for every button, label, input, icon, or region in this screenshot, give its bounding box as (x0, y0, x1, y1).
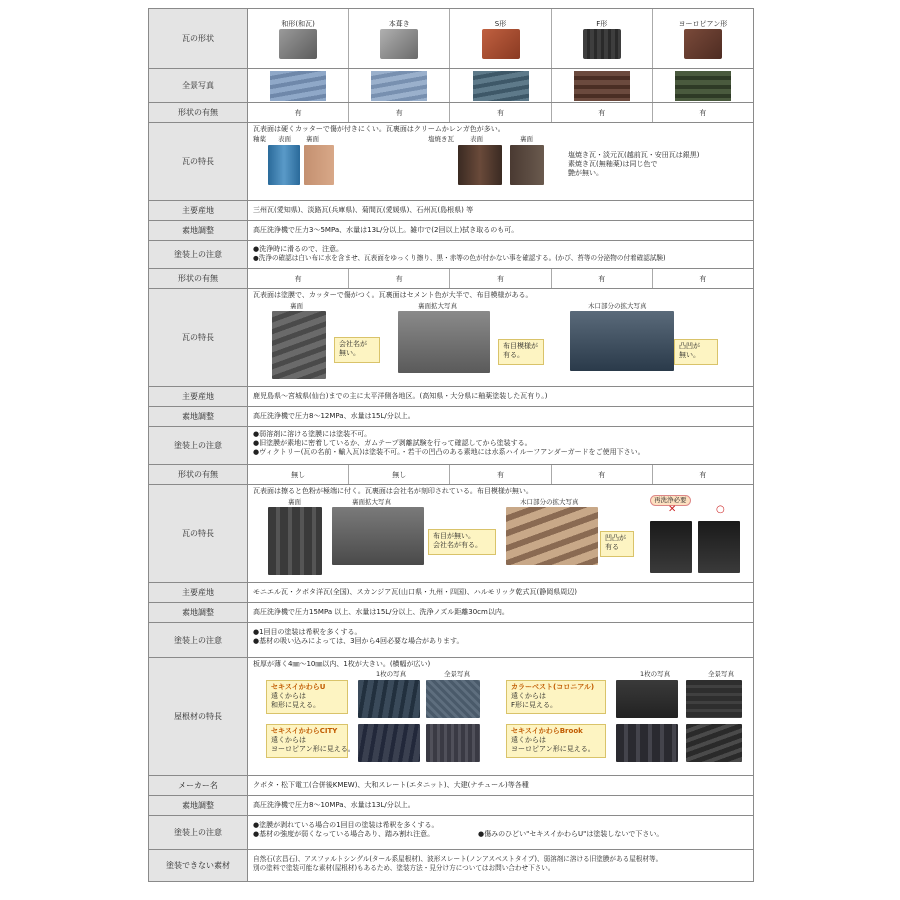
caution-label: 塗装上の注意 (149, 241, 248, 268)
type-label: S形 (494, 19, 507, 28)
photo-back (268, 507, 322, 575)
caption: 木口部分の拡大写真 (520, 498, 579, 506)
origin-label: 主要産地 (149, 201, 248, 220)
shape-presence-label: 形状の有無 (149, 465, 248, 484)
caption: 裏面 (306, 135, 319, 143)
shape-value: 有 (349, 103, 450, 122)
origin-text: モニエル瓦・クボタ洋瓦(全国)、スカンジア瓦(山口県・九州・四国)、ハルモリック乾式瓦(静岡県周辺) (253, 588, 577, 596)
caution-item: ●洗浄時に滑るので、注意。 (253, 245, 343, 253)
rewash-badge: 再洗浄必要 (650, 495, 691, 506)
prep-text: 高圧洗浄機で圧力3～5MPa、水量は13L/分以上。雑巾で(2回以上)拭き取るのも可。 (253, 226, 519, 234)
type-label: 和形(和瓦) (281, 19, 315, 28)
header-pano-row (149, 69, 753, 103)
callout-has-bumps: 凹凸が 有る (600, 531, 634, 557)
prep-label: 素地調整 (149, 796, 248, 815)
callout-no-company: 会社名が 無い。 (334, 337, 380, 363)
pano-wakei (248, 69, 349, 102)
callout-has-company: 布目が無い。 会社名が有る。 (428, 529, 496, 555)
card-text: 遠くからは 和形に見える。 (271, 692, 320, 709)
not-paintable-label: 塗装できない素材 (149, 850, 248, 881)
feature-content (248, 485, 753, 582)
shape-value: 有 (552, 103, 653, 122)
maker-text: クボタ・松下電工(合併後KMEW)、大和スレート(エタニット)、大建(ナチュール)等各種 (253, 781, 529, 789)
maker-label: メーカー名 (149, 776, 248, 795)
shape-value: 有 (349, 269, 450, 288)
caution-item: ●基材の吸い込みによっては、3回から4回必要な場合があります。 (253, 637, 464, 645)
caption: 全景写真 (444, 670, 470, 678)
feature-text: 瓦表面は硬くカッターで傷が付きにくい。瓦裏面はクリームかレンガ色が多い。 (253, 125, 505, 133)
photo-brook-pano (686, 724, 742, 762)
caption: 裏面 (288, 498, 301, 506)
card-text: 遠くからは ヨーロピアン形に見える。 (271, 736, 355, 753)
pano-s (450, 69, 551, 102)
shape-value: 無し (248, 465, 349, 484)
tile-shape-image (583, 29, 621, 59)
caution-item: ●傷みのひどい"セキスイかわらU"は塗装しないで下さい。 (478, 830, 664, 838)
feature-label: 屋根材の特長 (149, 658, 248, 775)
dry-feature-row (149, 485, 753, 583)
side-note: 素焼き瓦(無釉薬)は同じ色で (568, 160, 658, 168)
feature-label: 瓦の特長 (149, 289, 248, 386)
photo-edge-zoom (570, 311, 674, 371)
card-title: セキスイかわらBrook (511, 727, 583, 735)
origin-label: 主要産地 (149, 387, 248, 406)
circle-mark-icon: ○ (716, 504, 725, 515)
feature-content (248, 123, 753, 200)
card-colorbest (506, 680, 606, 714)
feature-content (248, 658, 753, 775)
photo-sekisui-u-single (358, 680, 420, 718)
pano-image (270, 71, 326, 101)
photo-back-zoom (398, 311, 490, 373)
dry-origin-row (149, 583, 753, 603)
origin-text: 三州瓦(愛知県)、淡路瓦(兵庫県)、菊間瓦(愛媛県)、石州瓦(島根県) 等 (253, 206, 474, 214)
caution-label: 塗装上の注意 (149, 816, 248, 849)
type-hombuki (349, 9, 450, 68)
side-note: 艶が無い。 (568, 169, 603, 177)
type-label: 本葺き (388, 19, 410, 28)
caption: 裏面 (520, 135, 533, 143)
pano-image (473, 71, 529, 101)
slate-caution-row (149, 816, 753, 850)
caption: 釉薬 (253, 135, 266, 143)
pano-image (371, 71, 427, 101)
caution-label: 塗装上の注意 (149, 623, 248, 657)
shape-value: 有 (699, 470, 707, 479)
caution-item: ●塗膜が剥れている場合の1回目の塗装は希釈を多くする。 (253, 821, 439, 829)
not-paintable-text: 別の塗料で塗装可能な素材(屋根材)もあるため、塗装方法・見分け方についてはお問い合わせ下さい。 (253, 864, 555, 872)
prep-text: 高圧洗浄機で圧力8～10MPa、水量は13L/分以上。 (253, 801, 415, 809)
dry-shape-row (149, 465, 753, 485)
feature-text: 瓦表面は塗膜で、カッターで傷がつく。瓦裏面はセメント色が大半で、布目模様がある。 (253, 291, 533, 299)
feature-text: 瓦表面は擦ると色粉が極端に付く。瓦裏面は会社名が刻印されている。布目模様が無い。 (253, 487, 533, 495)
photo-back (272, 311, 326, 379)
photo-colorbest-pano (686, 680, 742, 718)
shape-value: 有 (450, 465, 551, 484)
caution-item: ●弱溶剤に溶ける塗膜には塗装不可。 (253, 430, 372, 438)
caution-item: ●洗浄の確認は白い布に水を含ませ、瓦表面をゆっくり擦り、黒・赤等の色が付かない事を確認する。(かび、苔等の分泌物の付着確認試験) (253, 254, 666, 262)
not-paintable-content (248, 850, 753, 881)
origin-label: 主要産地 (149, 583, 248, 602)
card-sekisui-brook (506, 724, 606, 758)
origin-text: 鹿児島県～宮城県(仙台)までの主に太平洋側各地区。(高知県・大分県に釉薬塗装した瓦有り。) (253, 392, 548, 400)
shape-value: 有 (699, 274, 707, 283)
photo-glove-clean (698, 521, 740, 573)
side-note: 塩焼き瓦・淡元瓦(越前瓦・安田瓦は銀黒) (568, 151, 700, 159)
card-title: カラーベスト(コロニアル) (511, 683, 595, 691)
not-paintable-text: 自然石(玄昌石)、アスファルトシングル(タール系屋根材)、波形スレート(ノンアスベストタイプ)、弱溶剤に溶ける旧塗膜がある屋根材等。 (253, 855, 663, 863)
photo-brook-single (616, 724, 678, 762)
pano-hombuki (349, 69, 450, 102)
photo-glove-dirty (650, 521, 692, 573)
card-sekisui-city (266, 724, 355, 758)
toki-caution-row (149, 241, 753, 269)
photo-colorbest-single (616, 680, 678, 718)
callout-no-bumps: 凸凹が 無い。 (674, 339, 718, 365)
prep-label: 素地調整 (149, 221, 248, 240)
shape-label: 瓦の形状 (149, 9, 248, 68)
pano-f (552, 69, 653, 102)
toki-prep-row (149, 221, 753, 241)
shape-value: 有 (552, 465, 653, 484)
caption: 1枚の写真 (376, 670, 407, 678)
shape-value: 有 (248, 269, 349, 288)
tile-shape-image (279, 29, 317, 59)
tile-shape-image (380, 29, 418, 59)
photo-salt-back (510, 145, 544, 185)
dry-prep-row (149, 603, 753, 623)
pano-label: 全景写真 (149, 69, 248, 102)
shape-value: 有 (248, 103, 349, 122)
caption: 裏面拡大写真 (352, 498, 391, 506)
type-label: ヨーロピアン形 (678, 19, 728, 28)
caution-content (248, 623, 753, 657)
caption: 塩焼き瓦 (428, 135, 454, 143)
caption: 表面 (278, 135, 291, 143)
callout-cloth-pattern: 布目模様が 有る。 (498, 339, 544, 365)
toki-origin-row (149, 201, 753, 221)
prep-text: 高圧洗浄機で圧力15MPa 以上、水量は15L/分以上、洗浄ノズル距離30cm以内。 (253, 608, 509, 616)
photo-sekisui-city-pano (426, 724, 480, 762)
shape-value: 有 (699, 108, 707, 117)
press-shape-row (149, 269, 753, 289)
feature-text: 板厚が薄く4㎜～10㎜以内、1枚が大きい。(横幅が広い) (253, 660, 431, 668)
card-text: 遠くからは ヨーロピアン形に見える。 (511, 736, 595, 753)
pano-european (653, 69, 753, 102)
pano-image (574, 71, 630, 101)
tile-shape-image (684, 29, 722, 59)
photo-glazed-back (304, 145, 334, 185)
caption: 表面 (470, 135, 483, 143)
shape-value: 有 (552, 269, 653, 288)
photo-sekisui-u-pano (426, 680, 480, 718)
photo-back-zoom (332, 507, 424, 565)
shape-presence-label: 形状の有無 (149, 269, 248, 288)
prep-text: 高圧洗浄機で圧力8～12MPa、水量は15L/分以上。 (253, 412, 415, 420)
toki-shape-row (149, 103, 753, 123)
roof-tile-table (148, 8, 754, 882)
tile-shape-image (482, 29, 520, 59)
shape-presence-label: 形状の有無 (149, 103, 248, 122)
slate-prep-row (149, 796, 753, 816)
caption: 裏面拡大写真 (418, 302, 457, 310)
feature-content (248, 289, 753, 386)
footer-row (149, 850, 753, 882)
card-title: セキスイかわらU (271, 683, 326, 691)
type-european (653, 9, 753, 68)
caution-item: ●基材の強度が弱くなっている場合あり、踏み割れ注意。 (253, 830, 435, 838)
card-title: セキスイかわらCITY (271, 727, 338, 735)
caption: 1枚の写真 (640, 670, 671, 678)
caution-label: 塗装上の注意 (149, 427, 248, 464)
dry-caution-row (149, 623, 753, 658)
type-label: F形 (596, 19, 608, 28)
caution-content (248, 241, 753, 268)
caption: 木口部分の拡大写真 (588, 302, 647, 310)
photo-edge-zoom (506, 507, 598, 565)
photo-sekisui-city-single (358, 724, 420, 762)
toki-feature-row (149, 123, 753, 201)
photo-glazed-front (268, 145, 300, 185)
prep-label: 素地調整 (149, 603, 248, 622)
press-feature-row (149, 289, 753, 387)
pano-image (675, 71, 731, 101)
shape-value: 無し (349, 465, 450, 484)
slate-maker-row (149, 776, 753, 796)
shape-value: 有 (450, 269, 551, 288)
slate-feature-row (149, 658, 753, 776)
cross-mark-icon: ✕ (668, 504, 677, 515)
shape-value: 有 (450, 103, 551, 122)
caption: 裏面 (290, 302, 303, 310)
feature-label: 瓦の特長 (149, 123, 248, 200)
prep-label: 素地調整 (149, 407, 248, 426)
press-origin-row (149, 387, 753, 407)
caption: 全景写真 (708, 670, 734, 678)
caution-content (248, 427, 753, 464)
caution-item: ●1回目の塗装は希釈を多くする。 (253, 628, 362, 636)
card-sekisui-u (266, 680, 348, 714)
caution-item: ●ヴィクトリー(瓦の名前・輸入瓦)は塗装不可。・若干の凹凸のある素地には水系ハイルーフアンダーガードをご使用下さい。 (253, 448, 645, 456)
type-f (552, 9, 653, 68)
photo-salt-front (458, 145, 502, 185)
press-caution-row (149, 427, 753, 465)
header-shape-row (149, 9, 753, 69)
caution-item: ●旧塗膜が素地に密着しているか、ガムテープ剥離試験を行って確認してから塗装する。 (253, 439, 532, 447)
card-text: 遠くからは F形に見える。 (511, 692, 558, 709)
press-prep-row (149, 407, 753, 427)
type-s (450, 9, 551, 68)
caution-content (248, 816, 753, 849)
feature-label: 瓦の特長 (149, 485, 248, 582)
type-wakei (248, 9, 349, 68)
